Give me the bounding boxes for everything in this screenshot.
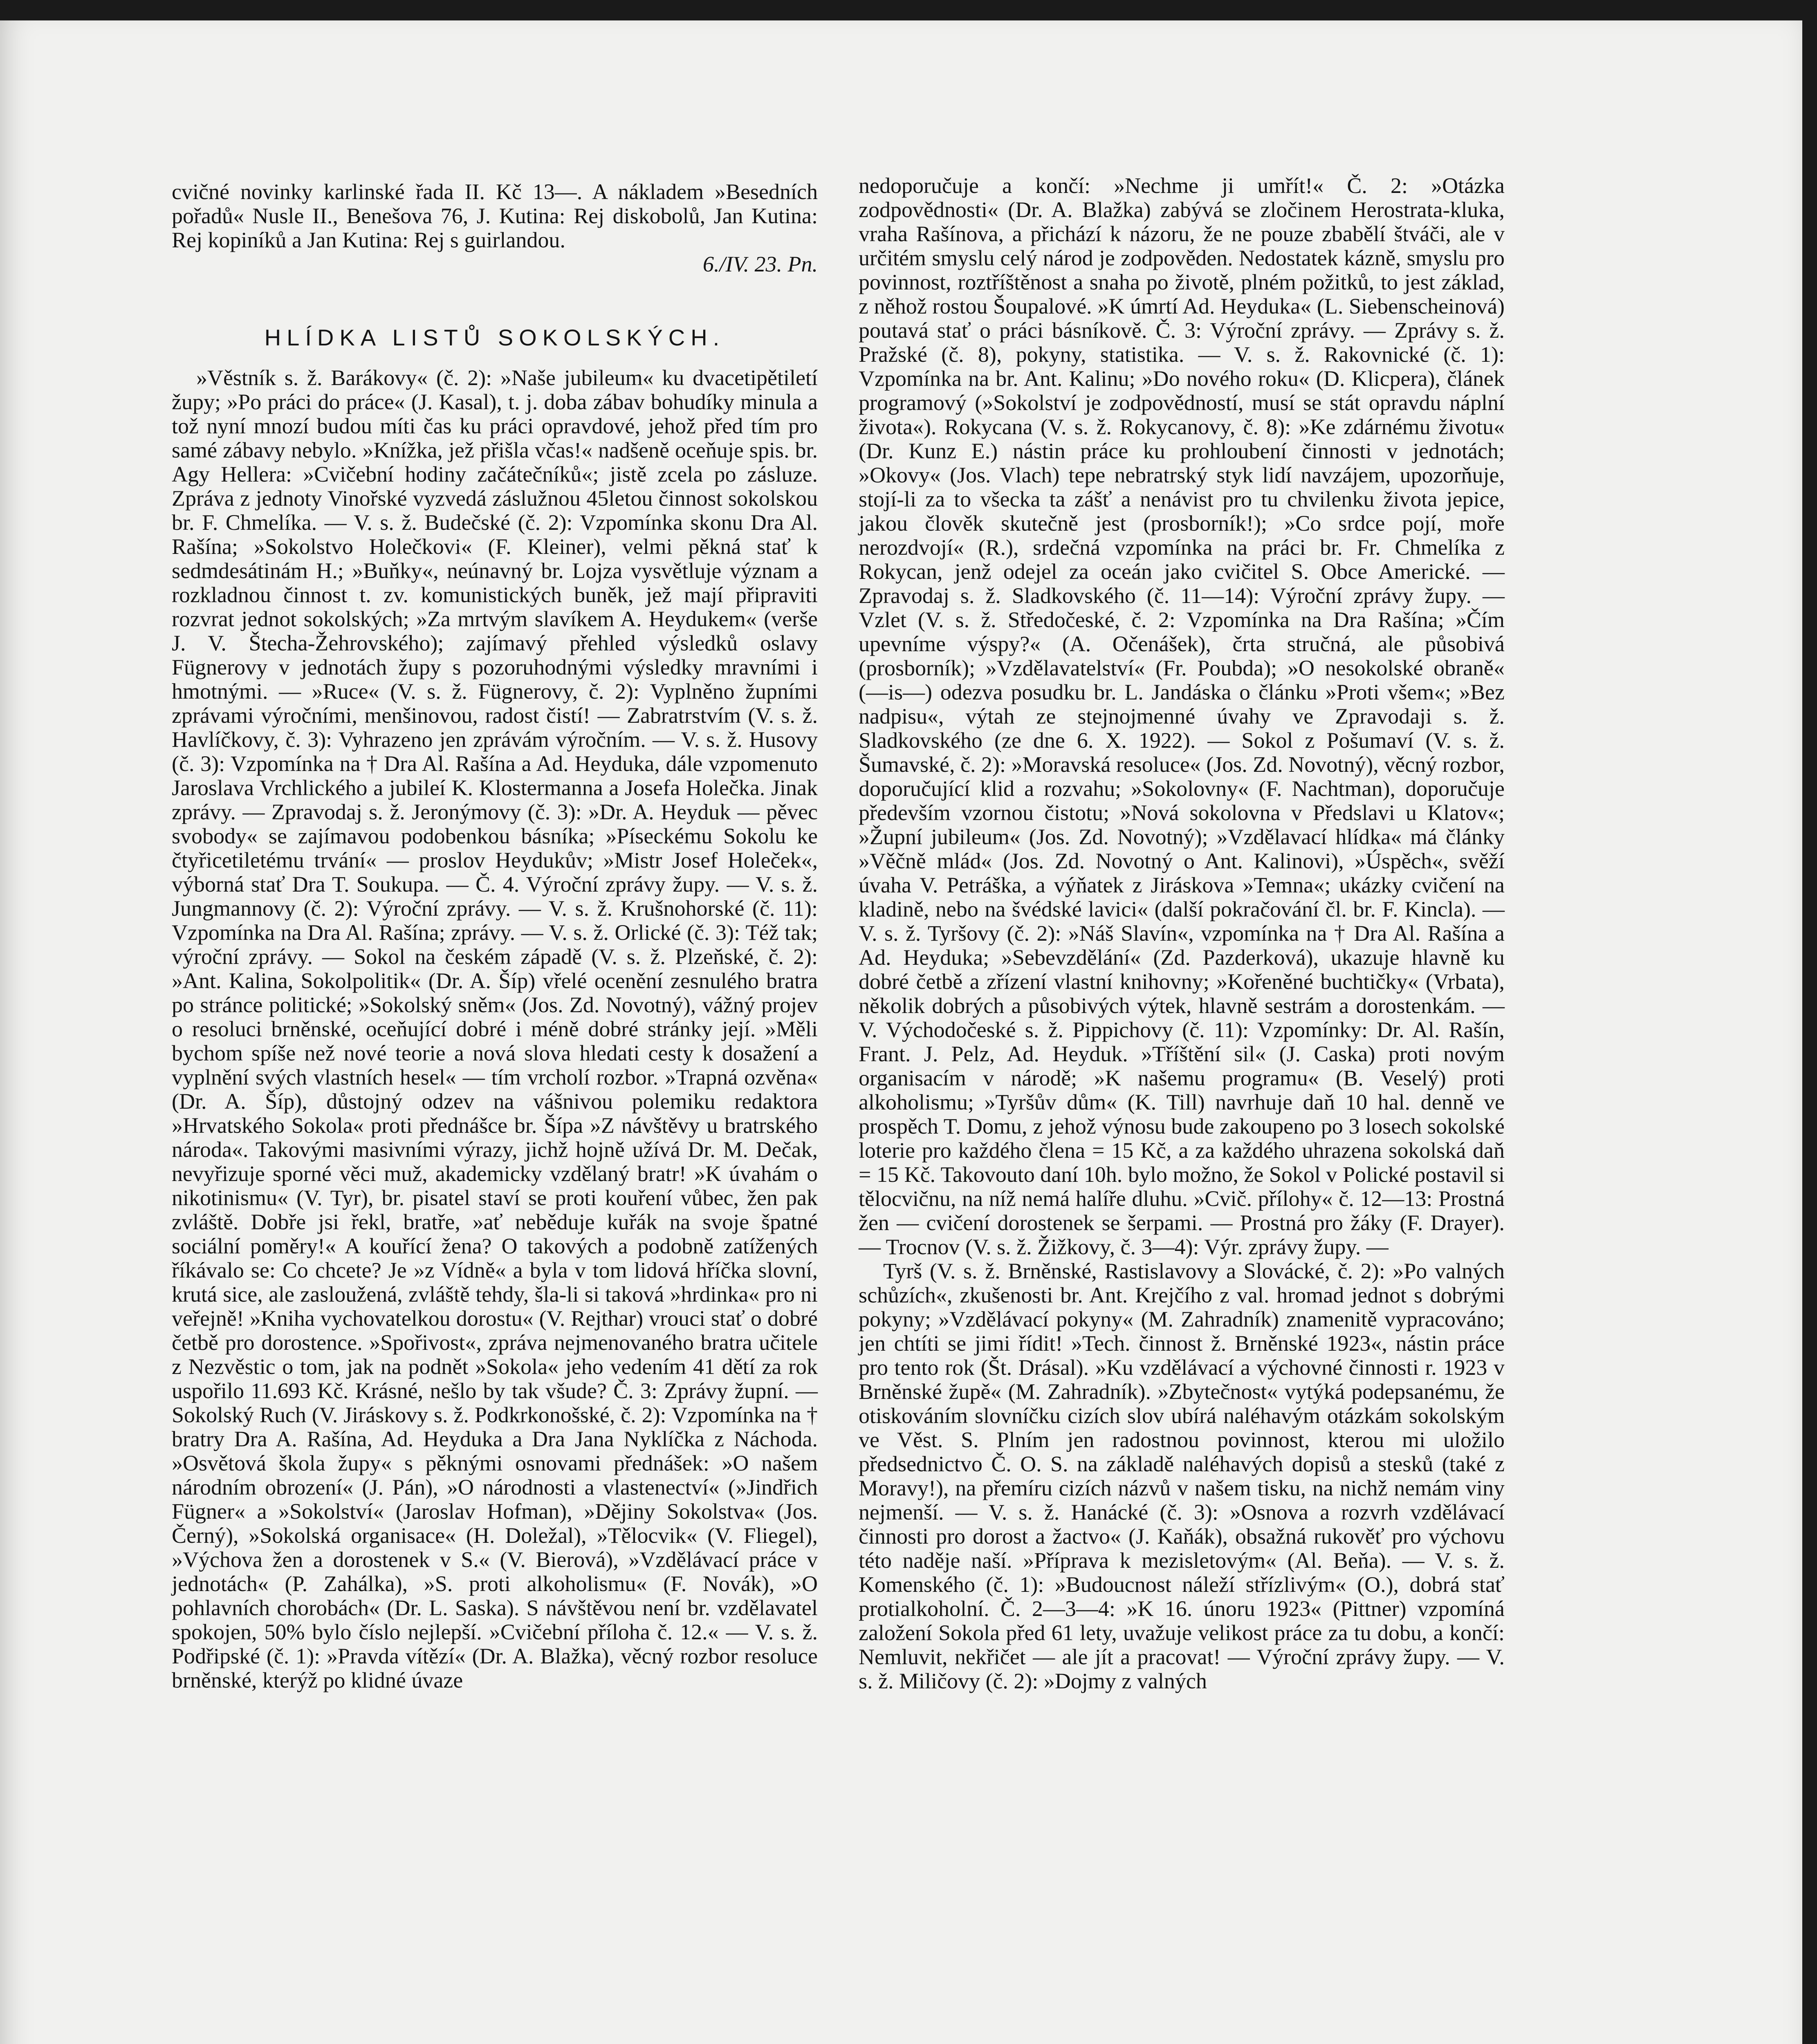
review-paragraph: »Věstník s. ž. Barákovy« (č. 2): »Naše jubileum« ku dvacetipětiletí župy; »Po práci do práce« (J. Kasal), t. j. doba zábav bohudíky minula a tož nyní mnozí budou míti čas ku práci opravdové, jehož před tím pro samé zábavy nebylo. »Knížka, jež přišla včas!« nadšeně oceňuje spis. br. Agy Hellera: »Cvičební hodiny začátečníků«; jistě zcela po zásluze. Zpráva z jednoty Vinořské vyzvedá záslužnou 45letou činnost sokolskou br. F. Chmelíka. — V. s. ž. Budečské (č. 2): Vzpomínka skonu Dra Al. Rašína; »Sokolstvo Holečkovi« (F. Kleiner), velmi pěkná stať k sedmdesátinám H.; »Buňky«, neúnavný br. Lojza vysvětluje význam a rozkladnou činnost t. zv. komunistických buněk, jež mají připraviti rozvrat jednot sokolských; »Za mrtvým slavíkem A. Heydukem« (verše J. V. Štecha-Žehrovského); zajímavý přehled výsledků oslavy Fügnerovy v jednotách župy s pozoruhodnými výsledky mravními i hmotnými. — »Ruce« (V. s. ž. Fügnerovy, č. 2): Vyplněno župními zprávami výročními, menšinovou, radost čistí! — Zabratrstvím (V. s. ž. Havlíčkovy, č. 3): Vyhrazeno jen zprávám výročním. — V. s. ž. Husovy (č. 3): Vzpomínka na † Dra Al. Rašína a Ad. Heyduka, dále vzpomenuto Jaroslava Vrchlického a jubileí K. Klostermanna a Josefa Holečka. Jinak zprávy. — Zpravodaj s. ž. Jeronýmovy (č. 3): »Dr. A. Heyduk — pěvec svobody« se zajímavou podobenkou básníka; »Píseckému Sokolu ke čtyřicetiletému trvání« — proslov Heydukův; »Mistr Josef Holeček«, výborná stať Dra T. Soukupa. — Č. 4. Výroční zprávy župy. — V. s. ž. Jungmannovy (č. 2): Výroční zprávy. — V. s. ž. Krušnohorské (č. 11): Vzpomínka na Dra Al. Rašína; zprávy. — V. s. ž. Orlické (č. 3): Též tak; výroční zprávy. — Sokol na českém západě (V. s. ž. Plzeňské, č. 2): »Ant. Kalina, Sokolpolitik« (Dr. A. Šíp) vřelé ocenění zesnulého bratra po stránce politické; »Sokolský sněm« (Jos. Zd. Novotný), vážný projev o resoluci brněnské, oceňující dobré i méně dobré stránky její. »Měli bychom spíše než nové teorie a nová slova hledati cesty k dosažení a vyplnění svých vlastních hesel« — tím vrcholí rozbor. »Trapná ozvěna« (Dr. A. Šíp), důstojný odzev na vášnivou polemiku redaktora »Hrvatského Sokola« proti přednášce br. Šípa »Z návštěvy u bratrského národa«. Takovými masivními výrazy, jichž hojně užívá Dr. M. Dečak, nevyřizuje sporné věci muž, akademicky vzdělaný bratr! »K úvahám o nikotinismu« (V. Tyr), br. pisatel staví se proti kouření vůbec, žen pak zvláště. Dobře jsi řekl, bratře, »ať neběduje kuřák na svoje špatné sociální poměry!« A kouřící žena? O takových a podobně zatížených říkávalo se: Co chcete? Je »z Vídně« a byla v tom lidová hříčka slovní, krutá sice, ale zasloužená, zvláště tehdy, šla-li si taková »hrdinka« pro ni veřejně! »Kniha vychovatelkou dorostu« (V. Rejthar) vrouci stať o dobré četbě pro dorostence. »Spořivost«, zpráva nejmenovaného bratra učitele z Nezvěstic o tom, jak na podnět »Sokola« jeho vedením 41 dětí za rok uspořilo 11.693 Kč. Krásné, nešlo by tak všude? Č. 3: Zprávy župní. — Sokolský Ruch (V. Jiráskovy s. ž. Podkrkonošské, č. 2): Vzpomínka na † bratry Dra A. Rašína, Ad. Heyduka a Dra Jana Nyklíčka z Náchoda. »Osvětová škola župy« s pěknými osnovami přednášek: »O našem národním obrození« (J. Pán), »O národnosti a vlastenectví« (»Jindřich Fügner« a »Sokolství« (Jaroslav Hofman), »Dějiny Sokolstva« (Jos. Černý), »Sokolská organisace« (H. Doležal), »Tělocvik« (V. Fliegel), »Výchova žen a dorostenek v S.« (V. Bierová), »Vzdělávací práce v jednotách« (P. Zahálka), »S. proti alkoholismu« (F. Novák), »O pohlavních chorobách« (Dr. L. Saska). S návštěvou není br. vzdělavatel spokojen, 50% bylo číslo nejlepší. »Cvičební příloha č. 12.« — V. s. ž. Podřipské (č. 1): »Pravda vítězí« (Dr. A. Blažka), věcný rozbor resoluce brněnské, kterýž po klidné úvaze (172, 365, 818, 1692)
right-column (859, 174, 1505, 1693)
left-column (172, 180, 818, 1692)
review-paragraph-tyrs: Tyrš (V. s. ž. Brněnské, Rastislavovy a Slovácké, č. 2): »Po valných schůzích«, zkušenosti br. Ant. Krejčího z val. hromad jednot s dobrými pokyny; »Vzdělávací pokyny« (M. Zahradník) znamenitě vypracováno; jen chtíti se jimi řídit! »Tech. činnost ž. Brněnské 1923«, nástin práce pro tento rok (Št. Drásal). »Ku vzdělávací a výchovné činnosti r. 1923 v Brněnské župě« (M. Zahradník). »Zbytečnost« vytýká podepsanému, že otiskováním slovníčku cizích slov ubírá naléhavým otázkám sokolským ve Věst. S. Plním jen radostnou povinnost, kterou mi uložilo předsednictvo Č. O. S. na základě naléhavých dopisů a stesků (také z Moravy!), na přemíru cizích názvů v našem tisku, na nichž nemám viny nejmenší. — V. s. ž. Hanácké (č. 3): »Osnova a rozvrh vzdělávací činnosti pro dorost a žactvo« (J. Kaňák), obsažná rukověť pro výchovu této naděje naší. »Příprava k mezisletovým« (Al. Beňa). — V. s. ž. Komenského (č. 1): »Budoucnost náleží střízlivým« (O.), dobrá stať protialkoholní. Č. 2—3—4: »K 16. únoru 1923« (Pittner) vzpomíná založení Sokola před 61 lety, uvažuje velikost práce za tu dobu, a končí: Nemluvit, nekřičet — ale jít a pracovat! — Výroční zprávy župy. — V. s. ž. Miličovy (č. 2): »Dojmy z valných (859, 1259, 1505, 1693)
review-paragraph-continued: nedoporučuje a končí: »Nechme ji umřít!« Č. 2: »Otázka zodpovědnosti« (Dr. A. Blažka) zabývá se zločinem Herostrata-kluka, vraha Rašínova, a přichází k názoru, že ne pouze zbabělí štváči, ale v určitém smyslu celý národ je zodpověden. Nedostatek kázně, smyslu pro povinnost, roztříštěnost a snaha po životě, plném požitků, to jest základ, z něhož rostou Šoupalové. »K úmrtí Ad. Heyduka« (L. Siebenscheinová) poutavá stať o práci básníkově. Č. 3: Výroční zprávy. — Zprávy s. ž. Pražské (č. 8), pokyny, statistika. — V. s. ž. Rakovnické (č. 1): Vzpomínka na br. Ant. Kalinu; »Do nového roku« (D. Klicpera), článek programový (»Sokolství je zodpovědností, musí se stát opravdu náplní života«). Rokycana (V. s. ž. Rokycanovy, č. 8): »Ke zdárnému životu« (Dr. Kunz E.) nástin práce ku prohloubení činnosti v jednotách; »Okovy« (Jos. Vlach) tepe nebratrský styk lidí navzájem, upozorňuje, stojí-li za to všecka ta zášť a nenávist pro tu chvilenku života jepice, jakou člověk skutečně jest (prosborník!); »Co srdce pojí, moře nerozdvojí« (R.), srdečná vzpomínka na práci br. Fr. Chmelíka z Rokycan, jenž odejel za oceán jako cvičitel S. Obce Americké. — Zpravodaj s. ž. Sladkovského (č. 11—14): Výroční zprávy župy. — Vzlet (V. s. ž. Středočeské, č. 2: Vzpomínka na Dra Rašína; »Čím upevníme výspy?« (A. Očenášek), črta stručná, ale působivá (prosborník); »Vzdělavatelství« (Fr. Poubda); »O nesokolské obraně« (—is—) odezva posudku br. L. Jandáska o článku »Proti všem«; »Bez nadpisu«, výtah ze stejnojmenné úvahy ve Zpravodaji s. ž. Sladkovského (ze dne 6. X. 1922). — Sokol z Pošumaví (V. s. ž. Šumavské, č. 2): »Moravská resoluce« (Jos. Zd. Novotný), věcný rozbor, doporučující klid a rozvahu; »Sokolovny« (F. Nachtman), doporučuje především vzornou čistotu; »Nová sokolovna v Předslavi u Klatov«; »Župní jubileum« (Jos. Zd. Novotný); »Vzdělavací hlídka« má články »Věčně mlád« (Jos. Zd. Novotný o Ant. Kalinovi), »Úspěch«, svěží úvaha V. Petráška, a výňatek z Jiráskova »Temna«; ukázky cvičení na kladině, nebo na švédské lavici« (další pokračování čl. br. F. Kincla). — V. s. ž. Tyršovy (č. 2): »Náš Slavín«, vzpomínka na † Dra Al. Rašína a Ad. Heyduka; »Sebevzdělání« (Zd. Pazderková), ukazuje hlavně ku dobré četbě a zřízení vlastní knihovny; »Kořeněné buchtičky« (Vrbata), několik dobrých a působivých výtek, hlavně sestrám a dorostenkám. — V. Východočeské s. ž. Pippichovy (č. 11): Vzpomínky: Dr. Al. Rašín, Frant. J. Pelz, Ad. Heyduk. »Tříštění sil« (J. Caska) proti novým organisacím v národě; »K našemu programu« (B. Veselý) proti alkoholismu; »Tyršův dům« (K. Till) navrhuje daň 10 hal. denně ve prospěch T. Domu, z jehož výnosu bude zakoupeno po 3 losech sokolské loterie pro každého člena = 15 Kč, a za každého uhrazena sokolská daň = 15 Kč. Takovouto daní 10h. bylo možno, že Sokol v Polické postavil si tělocvičnu, na níž nemá halíře dluhu. »Cvič. přílohy« č. 12—13: Prostná žen — cvičení dorostenek se šerpami. — Prostná pro žáky (F. Drayer). — Trocnov (V. s. ž. Žižkovy, č. 3—4): Výr. zprávy župy. — (859, 173, 1505, 1259)
intro-paragraph: cvičné novinky karlinské řada II. Kč 13—. A nákladem »Besedních pořadů« Nusle II., Benešova 76, J. Kutina: Rej diskobolů, Jan Kutina: Rej kopiníků a Jan Kutina: Rej s guirlandou. (172, 179, 818, 252)
scan-edge-right (1802, 0, 1817, 2044)
scan-edge-top (0, 0, 1817, 20)
signature: 6./IV. 23. Pn. (703, 252, 818, 276)
section-heading: HLÍDKA LISTŮ SOKOLSKÝCH. (264, 325, 725, 350)
